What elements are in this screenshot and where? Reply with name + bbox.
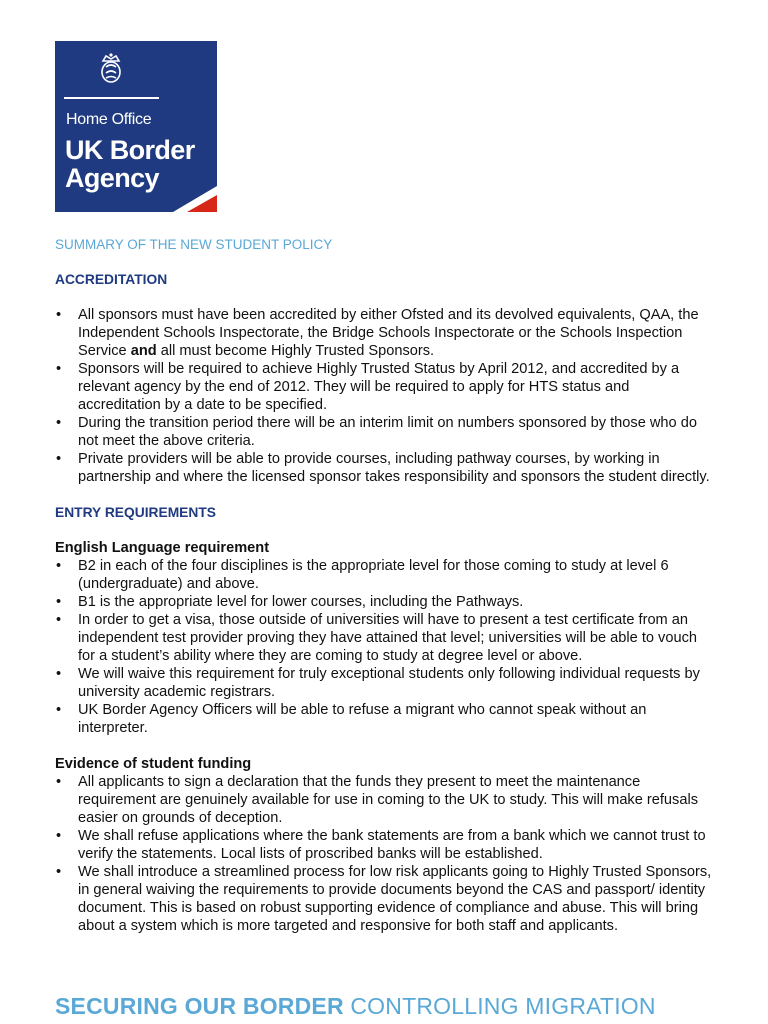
list-item: • B1 is the appropriate level for lower courses, including the Pathways.: [56, 594, 524, 610]
document-title: SUMMARY OF THE NEW STUDENT POLICY: [55, 237, 333, 252]
logo-org-name: Home Office: [66, 111, 152, 128]
list-item: • Sponsors will be required to achieve Highly Trusted Status by April 2012, and accredited by a relevant agency by the end of 2012. They will be required to apply for HTS status and accreditation by a date to be specified.: [56, 361, 680, 413]
english-requirement-subheading: English Language requirement: [55, 540, 270, 556]
list-item: • In order to get a visa, those outside of universities will have to present a test certificate from an independent test provider proving they have attained that level; universities will be able to vouch for a student’s ability where they are coming to study at degree level or above.: [56, 612, 697, 664]
bullet-icon: •: [56, 415, 62, 431]
bullet-icon: •: [56, 666, 62, 682]
logo-agency-line-2: Agency: [65, 163, 159, 193]
bullet-icon: •: [56, 774, 62, 790]
list-item: • Private providers will be able to provide courses, including pathway courses, by working in partnership and where the licensed sponsor takes responsibility and sponsors the student directly.: [56, 451, 710, 485]
accreditation-heading: ACCREDITATION: [55, 272, 168, 287]
bullet-icon: •: [56, 594, 62, 610]
english-requirement-list: [55, 557, 715, 737]
bullet-icon: •: [56, 828, 62, 844]
bullet-icon: •: [56, 612, 62, 628]
bullet-icon: •: [56, 558, 62, 574]
list-item: • We will waive this requirement for truly exceptional students only following individual requests by university academic registrars.: [56, 666, 700, 700]
list-item: • All applicants to sign a declaration that the funds they present to meet the maintenance requirement are genuinely available for use in coming to the UK to study. This will make refusals easier on grounds of deception.: [56, 774, 698, 826]
entry-requirements-heading: ENTRY REQUIREMENTS: [55, 505, 216, 520]
bullet-icon: •: [56, 451, 62, 467]
accreditation-list: [55, 306, 715, 486]
bullet-icon: •: [56, 864, 62, 880]
logo-agency-line-1: UK Border: [65, 135, 195, 165]
list-item: • We shall introduce a streamlined process for low risk applicants going to Highly Trusted Sponsors, in general waiving the requirements to provide documents beyond the CAS and passport/ identity document. This is based on robust supporting evidence of compliance and abuse. This will bring about a system which is more targeted and responsive for both staff and applicants.: [56, 864, 712, 934]
logo-divider: [64, 97, 159, 99]
footer-slogan: [55, 993, 656, 1020]
policy-document: [55, 236, 715, 935]
student-funding-list: [55, 773, 715, 935]
royal-crest-icon: [98, 53, 124, 85]
bullet-icon: •: [56, 361, 62, 377]
footer-slogan-light: CONTROLLING MIGRATION: [343, 993, 656, 1019]
list-item: • During the transition period there will be an interim limit on numbers sponsored by those who do not meet the above criteria.: [56, 415, 697, 449]
logo-flag-flash: [55, 182, 217, 212]
student-funding-subheading: Evidence of student funding: [55, 756, 252, 772]
uk-border-agency-logo: [55, 41, 217, 212]
list-item: • B2 in each of the four disciplines is the appropriate level for those coming to study at level 6 (undergraduate) and above.: [56, 558, 669, 592]
footer-slogan-strong: SECURING OUR BORDER: [55, 993, 344, 1019]
list-item: • All sponsors must have been accredited by either Ofsted and its devolved equivalents, QAA, the Independent Schools Inspectorate, the Bridge Schools Inspectorate or the Schools Inspection Service and all must become Highly Trusted Sponsors.: [56, 307, 699, 359]
list-item: • UK Border Agency Officers will be able to refuse a migrant who cannot speak without an interpreter.: [56, 702, 647, 736]
list-item: • We shall refuse applications where the bank statements are from a bank which we cannot trust to verify the statements. Local lists of proscribed banks will be established.: [56, 828, 706, 862]
bullet-icon: •: [56, 307, 62, 323]
bullet-icon: •: [56, 702, 62, 718]
